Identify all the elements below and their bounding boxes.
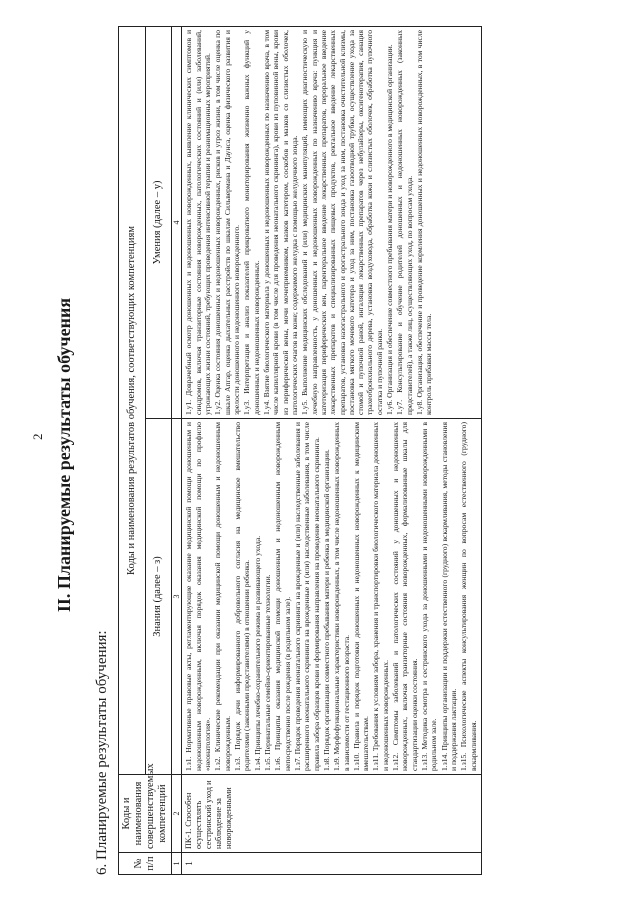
header-num: № п/п xyxy=(119,853,172,875)
knowledge-item: 1.з8. Порядок организации совместного пребывания матери и ребенка в медицинской организации. xyxy=(321,449,331,771)
column-number: 3 xyxy=(172,419,182,775)
section-title: II. Планируемые результаты обучения xyxy=(54,297,74,613)
results-table xyxy=(118,26,482,875)
knowledge-item: 1.з10. Правила и порядок подготовки доношенных и недоношенных новорожденных к медицинским вмешательствам. xyxy=(351,422,371,771)
rotated-page xyxy=(2,15,622,895)
skill-item: 1.у2. Оценка состояния доношенных и недоношенных новорожденных, рисков и угроз жизни, в том числе оценка по шкале Апгар, оценка дыхательных расстройств по шкалам Сильвермана и Даунса, оценка физического развития и зрелости доношенного и недоношенного новорожденного. xyxy=(213,29,241,415)
knowledge-item: 1.з1. Нормативные правовые акты, регламентирующие оказание медицинской помощи доношенным и недоношенным новорожденным, включая порядок оказания медицинской помощи по профилю «неонатология». xyxy=(184,422,212,771)
skill-item: 1.у5. Выполнение медицинских обследований и (или) медицинских манипуляций, имеющих диагностическую и лечебную направленность, у доношенных и недоношенных новорожденных по назначению врача: пункция и катетеризация периферических вен, парентеральное введение лекарственных препаратов, пероральное введение лекарственных препаратов и специализированных пищевых продуктов, ректальное введение лекарственных препаратов, установка назогастрального и орогастрального зонда и уход за ним, постановка очистительной клизмы, постановка мягкого мочевого катетера и уход за ним, постановка газоотводной трубки, осуществление ухода за стомой и пупочной раной, ингаляция лекарственных препаратов через небулайзеры, оксигенотерапия, санация трахеобронхиального дерева, установка воздуховода, обработка кожи и слизистых оболочек, обработка пупочного остатка и пупочной ранки. xyxy=(300,29,384,415)
table-row xyxy=(182,26,482,874)
skill-item: 1.у3. Интерпретация и анализ показателей прикроватного мониторирования жизненно важных функций у доношенных и недоношенных новорожденных. xyxy=(242,29,261,415)
column-number: 4 xyxy=(172,26,182,418)
knowledge-item: 1.з14. Принципы организации и поддержки естественного (грудного) вскармливания, методы становления и поддержания лактации. xyxy=(439,422,459,771)
header-code: Коды и наименования совершенствуемых компетенций xyxy=(119,775,172,853)
skill-item: 1.у4. Взятие биологического материала у доношенных и недоношенных новорожденных по назначению врача, в том числе капиллярной крови (в том числе для проведения неонатального скрининга), крови из пуповинной вены, крови из периферической вены, мочи мочеприемником, мазков катетером, соскобов и мазков со слизистых оболочек, патологических очагов на коже; содержимого желудка с помощью желудочного зонда. xyxy=(261,29,299,415)
knowledge-item: 1.з4. Принципы лечебно-охранительного режима и развивающего ухода. xyxy=(252,535,262,771)
knowledge-cell xyxy=(182,419,482,775)
row-number: 1 xyxy=(182,853,482,875)
knowledge-item: 1.з6. Принципы оказания медицинской помощи доношенным и недоношенным новорожденным непосредственно после рождения (в родильном зале). xyxy=(273,422,292,771)
knowledge-item: 1.з12. Симптомы заболеваний и патологических состояний у доношенных и недоношенных новорожденных, включая транзиторные состояния новорожденных, формализованные шкалы для стандартизации оценки состояния. xyxy=(391,422,419,771)
column-number-row xyxy=(172,26,182,874)
knowledge-item: 1.з11. Требования к условиям забора, хранения и транспортировки биологического материала доношенных и недоношенных новорожденных. xyxy=(371,422,390,771)
knowledge-item: 1.з13. Методика осмотра и сестринского ухода за доношенными и недоношенными новорожденными в родильном зале. xyxy=(420,422,439,771)
skill-item: 1.у6. Организация и обеспечение совместного пребывания матери и новорожденного в медицинской организации. xyxy=(385,44,395,415)
competence-code: ПК-1. Способен осуществлять сестринский уход и наблюдение за новорожденными xyxy=(182,775,482,853)
page-number: 2 xyxy=(30,433,45,440)
skill-item: 1.у8. Организация, обеспечение и проведение кормления доношенных и недоношенных новорожденных, в том числе контроль прибавки массы тела. xyxy=(415,29,434,415)
column-number: 1 xyxy=(172,853,182,875)
subsection-title: 6. Планируемые результаты обучения: xyxy=(94,630,110,875)
header-results: Коды и наименования результатов обучения, соответствующих компетенциям xyxy=(119,26,146,774)
header-skills: Умения (далее – у) xyxy=(145,26,172,418)
knowledge-item: 1.з7. Порядок проведения неонатального скрининга на врожденные и (или) наследственные заболевания и расширенного неонатального скрининга на врожденные и (или) наследственные заболевания, в том числе правила забора образцов крови и формирования направления на проведение неонатального скрининга. xyxy=(292,422,321,771)
knowledge-item: 1.з9. Морфофункциональные характеристики новорожденных, в том числе недоношенных новорожденных в зависимости от гестационного возраста. xyxy=(332,422,351,771)
knowledge-item: 1.з3. Порядок дачи информированного добровольного согласия на медицинское вмешательство родителями (законными представителями) в отношении ребенка. xyxy=(232,422,252,771)
knowledge-item: 1.з5. Перинатальные семейно-ориентированные технологии. xyxy=(262,574,272,771)
knowledge-item: 1.з2. Клинические рекомендации при оказании медицинской помощи доношенным и недоношенным новорожденным. xyxy=(213,422,232,771)
knowledge-item: 1.з15. Психологические аспекты консультирования женщин по вопросам естественного (грудного) вскармливания. xyxy=(459,422,478,771)
column-number: 2 xyxy=(172,775,182,853)
skills-cell xyxy=(182,26,482,418)
skill-item: 1.у1. Доврачебный осмотр доношенных и недоношенных новорожденных, выявление клинических симптомов и синдромов, включая транзиторные состояния новорожденных, патологических состояний и (или) заболеваний, угрожающих жизни состояний, требующих проведения интенсивной терапии и реанимационных мероприятий. xyxy=(184,29,212,415)
skill-item: 1.у7. Консультирование и обучение родителей доношенных и недоношенных новорожденных (законных представителей), а также лиц, осуществляющих уход, по вопросам ухода. xyxy=(395,29,414,415)
header-knowledge: Знания (далее – з) xyxy=(145,419,172,775)
